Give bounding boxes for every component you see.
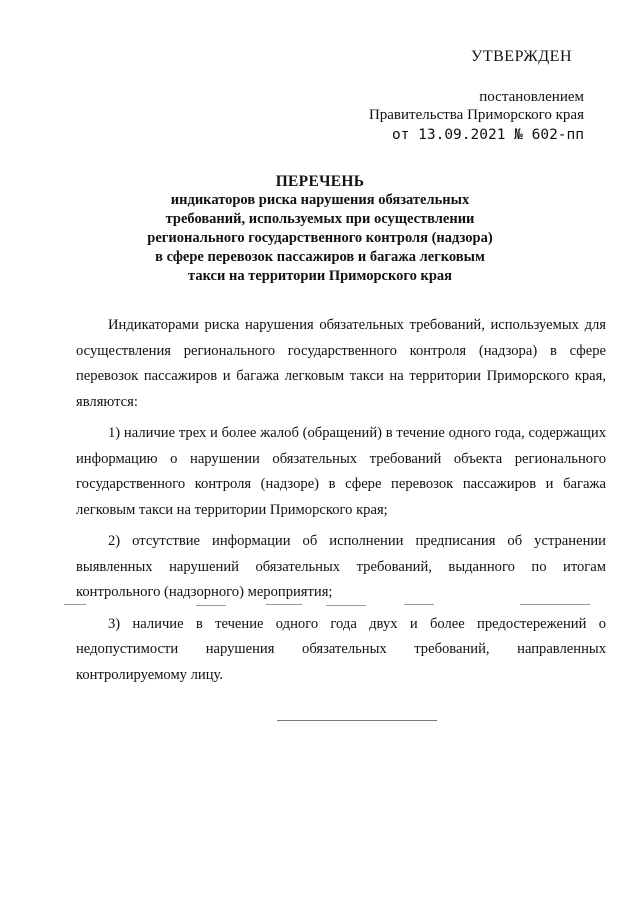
- intro-paragraph: Индикаторами риска нарушения обязательных требований, используемых для осуществления регионального государственного контроля (надзора) в сфере перевозок пассажиров и багажа легковым такси на территории Приморского края, являются:: [76, 317, 606, 410]
- document-title: [0, 172, 640, 286]
- approval-organization: Правительства Приморского края: [368, 107, 584, 123]
- title-line: в сфере перевозок пассажиров и багажа легковым: [155, 249, 485, 265]
- title-line: требований, используемых при осуществлении: [165, 211, 475, 227]
- title-main: ПЕРЕЧЕНЬ: [275, 173, 365, 190]
- title-line: индикаторов риска нарушения обязательных: [170, 192, 470, 208]
- scan-artifact: [64, 604, 86, 605]
- list-item-3: 3) наличие в течение одного года двух и более предостережений о недопустимости нарушения обязательных требований, направленных контролируемому лицу.: [76, 615, 606, 683]
- scan-artifact: [266, 604, 302, 605]
- approval-title: УТВЕРЖДЕН: [471, 48, 572, 65]
- document-body: [76, 313, 606, 694]
- approval-by: постановлением: [479, 89, 584, 105]
- title-line: такси на территории Приморского края: [188, 268, 452, 284]
- end-separator-line: [277, 720, 437, 721]
- scan-artifact: [520, 604, 590, 605]
- list-item-1: 1) наличие трех и более жалоб (обращений) в течение одного года, содержащих информацию о нарушении обязательных требований объекта регионального государственного контроля (надзоре) в сфере перевозок пассажиров и багажа легковым такси на территории Приморского края;: [76, 425, 606, 518]
- scan-artifact: [404, 604, 434, 605]
- approval-block: [354, 48, 584, 146]
- scan-artifact: [196, 605, 226, 606]
- list-item-2: 2) отсутствие информации об исполнении предписания об устранении выявленных нарушений обязательных требований, выданного по итогам контрольного (надзорного) мероприятия;: [76, 533, 606, 600]
- scan-artifact: [326, 605, 366, 606]
- title-line: регионального государственного контроля (надзора): [147, 230, 493, 246]
- approval-number: от 13.09.2021 № 602-пп: [391, 127, 584, 143]
